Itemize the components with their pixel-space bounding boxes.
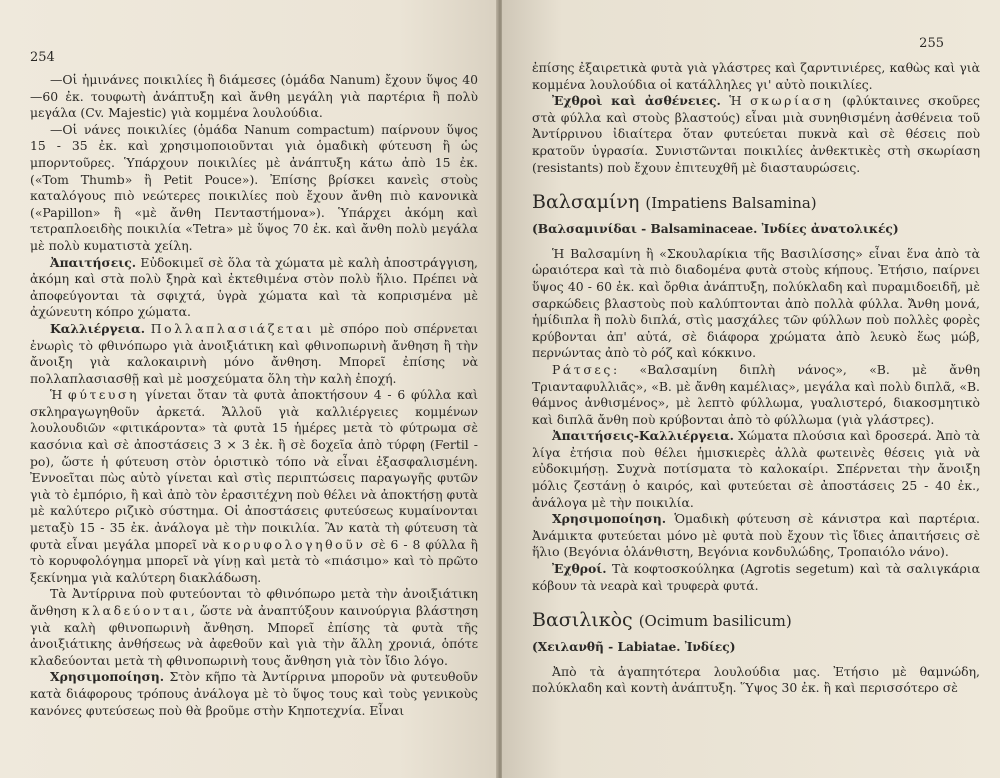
paragraph-basil-description: Ἀπὸ τὰ ἀγαπητότερα λουλούδια μας. Ἐτήσιο μὲ θαμνώδη, πολύκλαδη καὶ κοντὴ ἀνάπτυξη. Ὕψος 30 ἐκ. ἢ καὶ περισσότερο σὲ xyxy=(532,663,980,696)
family-balsaminaceae: (Βαλσαμινίδαι - Balsaminaceae. Ἰνδίες ἀνατολικές) xyxy=(532,222,899,237)
term-enemies-diseases: Ἐχθροὶ καὶ ἀσθένειες. xyxy=(552,93,721,109)
paragraph-planting: Ἡ φύτευση γίνεται ὅταν τὰ φυτὰ ἀποκτήσουν 4 - 6 φύλλα καὶ σκληραγωγηθοῦν ἀρκετά. Ἄλλοῦ γιὰ καλλιέργειες κομμένων λουλουδιῶν «φιτικάροντα» τὰ φυτὰ 15 ἡμέρες μετὰ τὸ φύτρωμα σὲ κασόνια καὶ σὲ ἀποστάσεις 3 × 3 ἐκ. ἢ σὲ δοχεῖα ἀπὸ τύρφη (Fertil - po), ὥστε ἡ φύτευση στὸν ὁριστικὸ τόπο νὰ εἶναι ἐξασφαλισμένη. Ἐννοεῖται πὼς αὐτὸ γίνεται καὶ στὶς περιπτώσεις παραγωγῆς φυτῶν γιὰ τὸ ἐμπόριο, ἢ καὶ ἀπὸ τὸν ἐρασιτέχνη ποὺ θέλει νὰ ἀποκτήσῃ φυτὰ μὲ καλύτερο ριζικὸ σύστημα. Οἱ ἀποστάσεις φυτεύσεως κυμαίνονται μεταξὺ 15 - 35 ἐκ. ἀνάλογα μὲ τὴν ποικιλία. Ἂν κατὰ τὴ φύτευση τὰ φυτὰ εἶναι μεγάλα μπορεῖ νὰ κορυφολογηθοῦν σὲ 6 - 8 φύλλα ἢ τὸ κορυφολόγημα μπορεῖ νὰ γίνῃ καὶ μετὰ τὸ «πιάσιμο» καὶ τὸ πρῶτο ξεκίνημα γιὰ καλύτερη διακλάδωση. xyxy=(30,387,478,585)
term-enemies: Ἐχθροί. xyxy=(552,561,607,577)
paragraph-balsamine-cultivation: Ἀπαιτήσεις-Καλλιέργεια. Χώματα πλούσια καὶ δροσερά. Ἀπὸ τὰ λίγα ἐτήσια ποὺ θέλει ἡμισκιερὲς ἀλλὰ φωτεινὲς θέσεις γιὰ νὰ εὐδοκιμήσῃ. Συχνὰ ποτίσματα τὸ καλοκαίρι. Σπέρνεται τὴν ἄνοιξη μόλις ζεστάνῃ ὁ καιρός, καὶ φυτεύεται σὲ ἀποστάσεις 25 - 40 ἐκ., ἀνάλογα μὲ τὴν ποικιλία. xyxy=(532,428,980,510)
term-requirements: Ἀπαιτήσεις. xyxy=(50,254,137,270)
term-use: Χρησιμοποίηση. xyxy=(50,669,165,685)
heading-balsamine: Βαλσαμίνη (Impatiens Balsamina) xyxy=(532,191,817,214)
paragraph-nanum-varieties: —Οἱ ἡμινάνες ποικιλίες ἢ διάμεσες (ὁμάδα Nanum) ἔχουν ὕψος 40—60 ἐκ. τουφωτὴ ἀνάπτυξη καὶ ἄνθη μεγάλη γιὰ παρτέρια ἢ πολὺ μεγάλα (Cv. Majestic) γιὰ κομμένα λουλούδια. xyxy=(30,72,478,121)
term-balsamine-use: Χρησιμοποίηση. xyxy=(552,511,667,527)
paragraph-cultivation: Καλλιέργεια. Πολλαπλασιάζεται μὲ σπόρο ποὺ σπέρνεται ἐνωρὶς τὸ φθινόπωρο γιὰ ἀνοιξιάτικη καὶ φθινοπωρινὴ ἄνθηση ἢ τὴν ἄνοιξη γιὰ καλοκαιρινὴ μόνο ἄνθηση. Μπορεῖ ἐπίσης νὰ πολλαπλασιασθῇ καὶ μὲ μοσχεύματα ὅλη τὴν καλὴ ἐποχή. xyxy=(30,320,478,386)
paragraph-continuation: ἐπίσης ἐξαιρετικὰ φυτὰ γιὰ γλάστρες καὶ ζαρντινιέρες, καθὼς καὶ γιὰ κομμένα λουλούδια οἱ κατάλληλες γι' αὐτὸ ποικιλίες. xyxy=(532,60,980,92)
paragraph-enemies-diseases: Ἐχθροὶ καὶ ἀσθένειες. Ἡ σκωρίαση (φλύκταινες σκοῦρες στὰ φύλλα καὶ στοὺς βλαστούς) εἶναι μιὰ συνηθισμένη ἀσθένεια τοῦ Ἀντίρρινου ἰδιαίτερα ὅταν φυτεύεται πυκνὰ καὶ σὲ θέσεις ποὺ κρατοῦν ὑγρασία. Συνιστῶνται ποικιλίες ἀνθεκτικὲς στὴ σκωρίαση (resistants) ποὺ ἔχουν ἐπιτευχθῆ μὲ διασταυρώσεις. xyxy=(532,93,980,175)
term-cultivation: Καλλιέργεια. xyxy=(50,320,146,336)
right-page xyxy=(502,0,1000,778)
paragraph-races: Ράτσες: «Βαλσαμίνη διπλὴ νάνος», «Β. μὲ ἄνθη Τριανταφυλλιᾶς», «Β. μὲ ἄνθη καμέλιας», μεγάλα καὶ πολὺ διπλᾶ, «Β. θάμνος ἀνθισμένος», μὲ λεπτὸ φύλλωμα, γυαλιστερό, διακοσμητικὸ καὶ διπλᾶ ἄνθη ποὺ κρύβονται ἀπὸ τὸ φύλλωμα (γιὰ γλάστρες). xyxy=(532,361,980,427)
paragraph-balsamine-use: Χρησιμοποίηση. Ὁμαδικὴ φύτευση σὲ κάνιστρα καὶ παρτέρια. Ἀνάμικτα φυτεύεται μόνο μὲ φυτὰ ποὺ ἔχουν τὶς ἴδιες ἀπαιτήσεις σὲ ἥλιο (Βεγόνια ὁλάνθιστη, Βεγόνια κονδυλώδης, Τροπαιόλο νάνο). xyxy=(532,511,980,560)
paragraph-dwarf-varieties: —Οἱ νάνες ποικιλίες (ὁμάδα Nanum compactum) παίρνουν ὕψος 15 - 35 ἐκ. καὶ χρησιμοποιοῦνται γιὰ ὁμαδικὴ φύτευση ἢ ὡς μπορντοῦρες. Ὑπάρχουν ποικιλίες μὲ ἀνάπτυξη κάτω ἀπὸ 15 ἐκ. («Tom Thumb» ἢ Petit Pouce»). Ἐπίσης βρίσκει κανεὶς στοὺς καταλόγους πιὸ νεώτερες ποικιλίες ποὺ ἔχουν ἄνθη πιὸ κανονικὰ («Papillon» ἢ «μὲ ἄνθη Πενταστήμονα»). Ὑπάρχει ἀκόμη καὶ τετραπλοειδὴς ποικιλία «Tetra» μὲ ὕψος 70 ἐκ. καὶ ἄνθη πολὺ μεγάλα μὲ πολὺ κυματιστὰ χείλη. xyxy=(30,121,478,253)
paragraph-pruning: Τὰ Ἀντίρρινα ποὺ φυτεύονται τὸ φθινόπωρο μετὰ τὴν ἀνοιξιάτικη ἄνθηση κλαδεύονται, ὥστε νὰ ἀναπτύξουν καινούργια βλάστηση γιὰ καλὴ φθινοπωρινὴ ἄνθηση. Μπορεῖ ἐπίσης τὰ φυτὰ τῆς ἀνοιξιάτικης ἀνθήσεως νὰ ἀφεθοῦν καὶ γιὰ τὴν ἄλλη χρονιά, ὁπότε κλαδεύονται μετὰ τὴ φθινοπωρινὴ τους ἄνθηση γιὰ τὸν ἴδιο λόγο. xyxy=(30,586,478,668)
page-number-right: 255 xyxy=(919,36,944,51)
paragraph-balsamine-enemies: Ἐχθροί. Τὰ κοφτοσκούληκα (Agrotis segetum) καὶ τὰ σαλιγκάρια κόβουν τὰ νεαρὰ καὶ τρυφερὰ φυτά. xyxy=(532,561,980,593)
paragraph-requirements: Ἀπαιτήσεις. Εὐδοκιμεῖ σὲ ὅλα τὰ χώματα μὲ καλὴ ἀποστράγγιση, ἀκόμη καὶ στὰ πολὺ ξηρὰ καὶ ἐκτεθιμένα στὸν πολὺ ἥλιο. Πρέπει νὰ ἀποφεύγονται τὰ σφιχτά, ὑγρὰ χώματα καὶ τὰ κοπρισμένα μὲ ἀχώνευτη κόπρο χώματα. xyxy=(30,254,478,320)
paragraph-use: Χρησιμοποίηση. Στὸν κῆπο τὰ Ἀντίρρινα μποροῦν νὰ φυτευθοῦν κατὰ διάφορους τρόπους ἀνάλογα μὲ τὸ ὕψος τους καὶ τοὺς γενικοὺς κανόνες φυτεύσεως ποὺ θὰ βροῦμε στὴν Κηποτεχνία. Εἶναι xyxy=(30,669,478,718)
right-page-text xyxy=(532,60,980,697)
term-requirements-cultivation: Ἀπαιτήσεις-Καλλιέργεια. xyxy=(552,428,734,444)
page-number-left: 254 xyxy=(30,50,55,65)
left-page xyxy=(0,0,498,778)
left-page-text xyxy=(30,72,478,719)
heading-basil: Βασιλικὸς (Ocimum basilicum) xyxy=(532,609,792,632)
paragraph-balsamine-description: Ἡ Βαλσαμίνη ἢ «Σκουλαρίκια τῆς Βασιλίσσης» εἶναι ἕνα ἀπὸ τὰ ὡραιότερα καὶ τὰ πιὸ διαδομένα φυτὰ στοὺς κήπους. Ἐτήσιο, παίρνει ὕψος 40 - 60 ἐκ. καὶ ὄρθια ἀνάπτυξη, πολύκλαδη καὶ πυραμιδοειδῆ, μὲ σαρκώδεις βλαστοὺς ποὺ καλύπτονται ἀπὸ πολλὰ φύλλα. Ἄνθη μονά, ἡμίδιπλα ἢ πολὺ διπλά, στὶς μασχάλες τῶν φύλλων ποὺ πολλὲς φορὲς κρύβονται ἀπ' αὐτά, σὲ διάφορα χρώματα ἀπὸ λευκὸ ἕως μώβ, περνώντας ἀπὸ τὸ ρόζ καὶ κόκκινο. xyxy=(532,245,980,361)
family-labiatae: (Χειλανθῆ - Labiatae. Ἰνδίες) xyxy=(532,640,736,655)
